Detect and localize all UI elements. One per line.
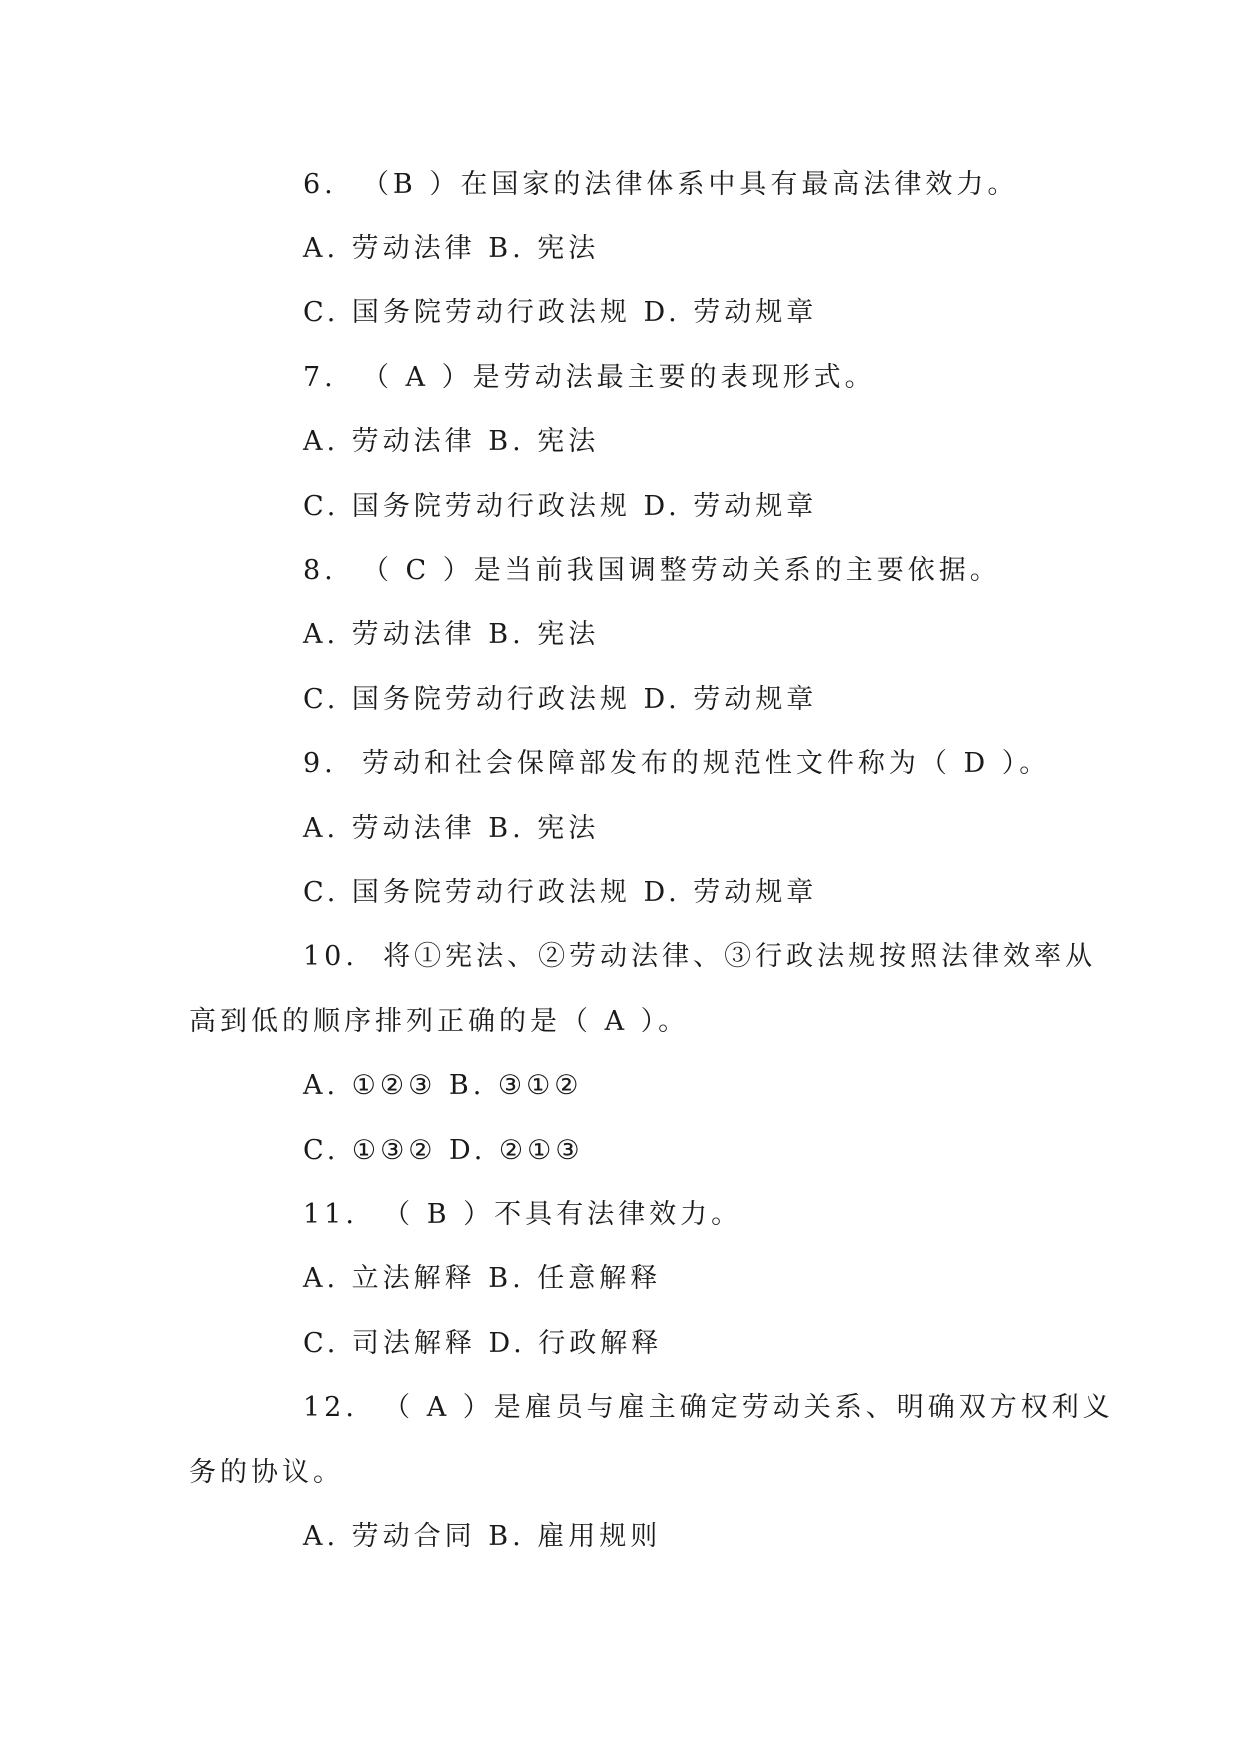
question-number: 10. <box>303 941 358 972</box>
question-stem: 将①宪法、②劳动法律、③行政法规按照法律效率从 <box>383 941 1097 972</box>
question-10-stem-continuation: 高到低的顺序排列正确的是（ A ）。 <box>189 1006 690 1037</box>
question-7-stem-line <box>303 358 876 398</box>
question-8-stem-line <box>303 551 1001 591</box>
question-number: 8. <box>303 555 337 586</box>
question-stem: （ C ）是当前我国调整劳动关系的主要依据。 <box>361 555 1001 586</box>
question-9-option-line: A. 劳动法律 B. 宪法 <box>303 813 600 844</box>
question-10-option-line: C. ①③② D. ②①③ <box>303 1135 584 1166</box>
question-stem: （ A ）是雇员与雇主确定劳动关系、明确双方权利义 <box>383 1392 1114 1423</box>
question-11-stem-line <box>303 1195 742 1235</box>
question-7-option-line: C. 国务院劳动行政法规 D. 劳动规章 <box>303 491 818 522</box>
question-stem: （B ）在国家的法律体系中具有最高法律效力。 <box>361 169 1019 200</box>
question-9-option-line: C. 国务院劳动行政法规 D. 劳动规章 <box>303 877 818 908</box>
question-number: 11. <box>303 1199 358 1230</box>
question-8-option-line: C. 国务院劳动行政法规 D. 劳动规章 <box>303 684 818 715</box>
question-number: 9. <box>303 748 337 779</box>
question-10-option-line: A. ①②③ B. ③①② <box>303 1070 583 1101</box>
question-stem: （ B ）不具有法律效力。 <box>383 1199 743 1230</box>
question-10-stem-line <box>303 937 1096 977</box>
question-stem: 劳动和社会保障部发布的规范性文件称为（ D ）。 <box>361 748 1051 779</box>
question-9-stem-line <box>303 744 1050 784</box>
question-6-option-line: A. 劳动法律 B. 宪法 <box>303 233 600 264</box>
question-6-stem-line <box>303 165 1018 205</box>
question-6-option-line: C. 国务院劳动行政法规 D. 劳动规章 <box>303 297 818 328</box>
question-11-option-line: A. 立法解释 B. 任意解释 <box>303 1263 662 1294</box>
question-number: 6. <box>303 169 337 200</box>
question-number: 7. <box>303 362 337 393</box>
question-stem: （ A ）是劳动法最主要的表现形式。 <box>361 362 876 393</box>
question-12-stem-line <box>303 1388 1114 1428</box>
question-number: 12. <box>303 1392 358 1423</box>
question-7-option-line: A. 劳动法律 B. 宪法 <box>303 426 600 457</box>
question-11-option-line: C. 司法解释 D. 行政解释 <box>303 1328 663 1359</box>
question-8-option-line: A. 劳动法律 B. 宪法 <box>303 619 600 650</box>
question-12-option-line: A. 劳动合同 B. 雇用规则 <box>303 1521 662 1552</box>
question-12-stem-continuation: 务的协议。 <box>189 1457 344 1488</box>
